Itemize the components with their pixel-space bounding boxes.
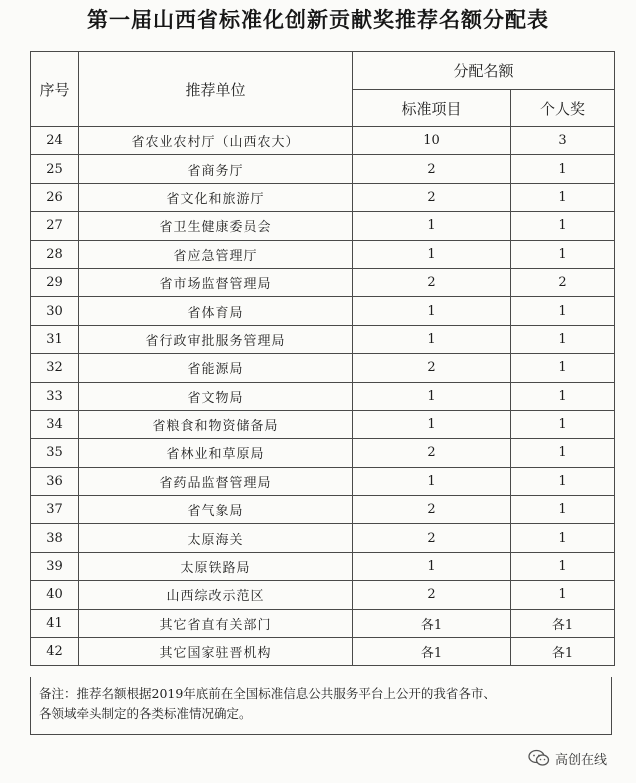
row-unit: 省气象局 [79,496,353,524]
row-seq: 25 [31,155,79,183]
row-standard: 1 [353,240,511,268]
row-individual: 1 [511,212,615,240]
note [30,677,612,735]
row-individual: 1 [511,155,615,183]
row-seq: 28 [31,240,79,268]
table-row [31,382,615,410]
row-individual: 1 [511,410,615,438]
row-seq: 40 [31,581,79,609]
row-individual: 1 [511,183,615,211]
row-seq: 27 [31,212,79,240]
row-standard: 各1 [353,609,511,637]
row-unit: 省行政审批服务管理局 [79,325,353,353]
row-seq: 31 [31,325,79,353]
row-seq: 42 [31,638,79,666]
row-standard: 1 [353,467,511,495]
wechat-icon [528,749,550,767]
row-individual: 1 [511,354,615,382]
row-seq: 34 [31,410,79,438]
table-body [31,127,615,666]
row-seq: 41 [31,609,79,637]
row-unit: 其它国家驻晋机构 [79,638,353,666]
row-individual: 2 [511,268,615,296]
table-row [31,524,615,552]
watermark-text: 高创在线 [555,752,608,768]
row-seq: 29 [31,268,79,296]
row-seq: 35 [31,439,79,467]
row-unit: 省市场监督管理局 [79,268,353,296]
row-unit: 省体育局 [79,297,353,325]
row-unit: 其它省直有关部门 [79,609,353,637]
header-seq: 序号 [31,52,79,127]
document-title: 第一届山西省标准化创新贡献奖推荐名额分配表 [87,7,549,32]
watermark [528,745,607,771]
row-unit: 省应急管理厅 [79,240,353,268]
row-individual: 1 [511,581,615,609]
row-unit: 省文物局 [79,382,353,410]
row-seq: 24 [31,127,79,155]
row-standard: 2 [353,524,511,552]
row-standard: 2 [353,354,511,382]
row-seq: 37 [31,496,79,524]
row-seq: 36 [31,467,79,495]
row-seq: 32 [31,354,79,382]
table-row [31,410,615,438]
table-row [31,581,615,609]
row-unit: 太原铁路局 [79,552,353,580]
table-row [31,467,615,495]
row-seq: 30 [31,297,79,325]
row-standard: 10 [353,127,511,155]
table-row [31,268,615,296]
row-unit: 省粮食和物资储备局 [79,410,353,438]
row-standard: 2 [353,581,511,609]
table-row [31,638,615,666]
header-unit: 推荐单位 [79,52,353,127]
row-unit: 省文化和旅游厅 [79,183,353,211]
row-standard: 1 [353,297,511,325]
row-individual: 1 [511,467,615,495]
row-unit: 省药品监督管理局 [79,467,353,495]
table-row [31,212,615,240]
row-seq: 26 [31,183,79,211]
header-individual: 个人奖 [511,90,615,127]
row-seq: 39 [31,552,79,580]
row-unit: 省卫生健康委员会 [79,212,353,240]
header-quota: 分配名额 [353,52,615,90]
table-row [31,609,615,637]
row-individual: 各1 [511,638,615,666]
row-seq: 33 [31,382,79,410]
row-individual: 1 [511,325,615,353]
row-standard: 1 [353,382,511,410]
row-standard: 2 [353,155,511,183]
table-row [31,325,615,353]
allocation-table [30,51,615,666]
row-individual: 各1 [511,609,615,637]
table-row [31,552,615,580]
row-standard: 1 [353,212,511,240]
row-individual: 3 [511,127,615,155]
table-row [31,496,615,524]
row-unit: 省林业和草原局 [79,439,353,467]
row-unit: 山西综改示范区 [79,581,353,609]
row-standard: 各1 [353,638,511,666]
table-row [31,183,615,211]
row-standard: 2 [353,183,511,211]
row-individual: 1 [511,496,615,524]
row-unit: 省能源局 [79,354,353,382]
row-unit: 省商务厅 [79,155,353,183]
table-row [31,127,615,155]
row-individual: 1 [511,439,615,467]
row-unit: 省农业农村厅（山西农大） [79,127,353,155]
row-standard: 1 [353,552,511,580]
row-standard: 2 [353,496,511,524]
row-individual: 1 [511,524,615,552]
table-row [31,354,615,382]
table-row [31,297,615,325]
table-row [31,155,615,183]
row-individual: 1 [511,240,615,268]
row-standard: 1 [353,410,511,438]
row-seq: 38 [31,524,79,552]
row-standard: 2 [353,439,511,467]
row-individual: 1 [511,297,615,325]
row-individual: 1 [511,552,615,580]
table-row [31,439,615,467]
row-standard: 1 [353,325,511,353]
header-standard: 标准项目 [353,90,511,127]
table-row [31,240,615,268]
note-line-2: 各领域牵头制定的各类标准情况确定。 [39,706,252,721]
row-unit: 太原海关 [79,524,353,552]
row-standard: 2 [353,268,511,296]
note-line-1: 备注：推荐名额根据2019年底前在全国标准信息公共服务平台上公开的我省各市、 [39,686,496,701]
row-individual: 1 [511,382,615,410]
